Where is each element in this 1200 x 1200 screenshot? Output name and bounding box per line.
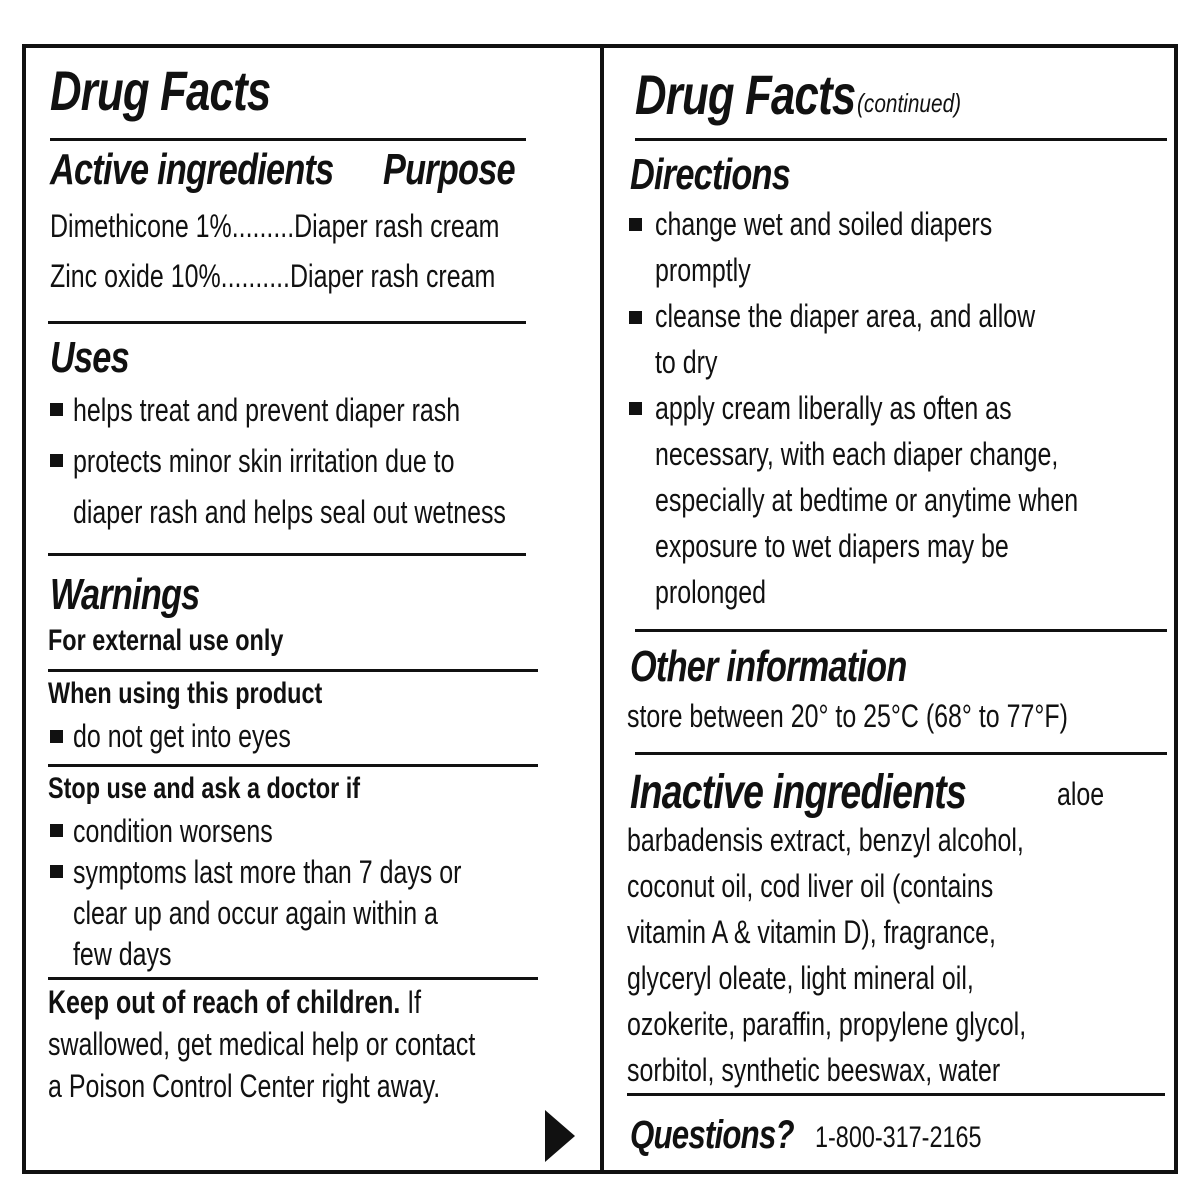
directions-item: promptly xyxy=(655,252,751,288)
left-title: Drug Facts xyxy=(50,59,271,122)
uses-item: helps treat and prevent diaper rash xyxy=(73,392,461,428)
inactive-ingredients-text: barbadensis extract, benzyl alcohol, xyxy=(627,822,1024,858)
stop-use-heading: Stop use and ask a doctor if xyxy=(48,772,361,805)
ingredient-line: Zinc oxide 10%..........Diaper rash cream xyxy=(50,258,496,294)
external-use-text: For external use only xyxy=(48,624,284,657)
other-information-text: store between 20° to 25°C (68° to 77°F) xyxy=(627,698,1068,734)
rule xyxy=(627,1093,1165,1096)
directions-heading: Directions xyxy=(630,150,791,199)
purpose-heading: Purpose xyxy=(383,145,515,194)
stop-use-item: clear up and occur again within a xyxy=(73,895,438,931)
square-bullet-icon xyxy=(50,454,63,467)
inactive-ingredients-text: ozokerite, paraffin, propylene glycol, xyxy=(627,1006,1027,1042)
square-bullet-icon xyxy=(629,311,642,324)
continued-label: (continued) xyxy=(857,88,962,118)
inactive-ingredients-text: aloe xyxy=(1057,776,1105,812)
other-information-heading: Other information xyxy=(630,642,907,691)
rule xyxy=(50,138,526,141)
directions-item: apply cream liberally as often as xyxy=(655,390,1012,426)
square-bullet-icon xyxy=(50,730,63,743)
directions-item: especially at bedtime or anytime when xyxy=(655,482,1079,518)
rule xyxy=(635,752,1167,755)
active-ingredients-heading: Active ingredients xyxy=(50,145,334,194)
rule xyxy=(48,764,538,767)
keep-out-text: swallowed, get medical help or contact xyxy=(48,1026,476,1062)
square-bullet-icon xyxy=(629,402,642,415)
keep-out-rest: If xyxy=(400,984,422,1020)
inactive-ingredients-heading: Inactive ingredients xyxy=(630,766,967,819)
when-using-heading: When using this product xyxy=(48,677,323,710)
rule xyxy=(48,553,526,556)
inactive-ingredients-text: coconut oil, cod liver oil (contains xyxy=(627,868,994,904)
inactive-ingredients-text: glyceryl oleate, light mineral oil, xyxy=(627,960,974,996)
rule xyxy=(635,138,1167,141)
rule xyxy=(48,321,526,324)
directions-item: exposure to wet diapers may be xyxy=(655,528,1009,564)
uses-item: diaper rash and helps seal out wetness xyxy=(73,494,506,530)
uses-item: protects minor skin irritation due to xyxy=(73,443,455,479)
rule xyxy=(48,669,538,672)
directions-item: change wet and soiled diapers xyxy=(655,206,993,242)
directions-item: prolonged xyxy=(655,574,767,610)
when-using-item: do not get into eyes xyxy=(73,718,291,754)
ingredient-line: Dimethicone 1%.........Diaper rash cream xyxy=(50,208,500,244)
keep-out-text xyxy=(48,984,526,1021)
inactive-ingredients-text: vitamin A & vitamin D), fragrance, xyxy=(627,914,996,950)
stop-use-item: condition worsens xyxy=(73,813,273,849)
warnings-heading: Warnings xyxy=(50,570,200,619)
square-bullet-icon xyxy=(50,824,63,837)
square-bullet-icon xyxy=(50,403,63,416)
directions-item: to dry xyxy=(655,344,718,380)
arrow-right-icon xyxy=(545,1110,575,1162)
square-bullet-icon xyxy=(50,865,63,878)
keep-out-text: a Poison Control Center right away. xyxy=(48,1068,441,1104)
square-bullet-icon xyxy=(629,218,642,231)
phone-number: 1-800-317-2165 xyxy=(815,1121,982,1154)
directions-item: necessary, with each diaper change, xyxy=(655,436,1059,472)
rule xyxy=(48,977,538,980)
questions-label: Questions? xyxy=(630,1113,794,1157)
rule xyxy=(635,629,1167,632)
stop-use-item: symptoms last more than 7 days or xyxy=(73,854,462,890)
uses-heading: Uses xyxy=(50,333,129,382)
right-title: Drug Facts xyxy=(635,63,856,126)
inactive-ingredients-text: sorbitol, synthetic beeswax, water xyxy=(627,1052,1001,1088)
stop-use-item: few days xyxy=(73,936,172,972)
directions-item: cleanse the diaper area, and allow xyxy=(655,298,1036,334)
keep-out-bold: Keep out of reach of children. xyxy=(48,984,401,1020)
